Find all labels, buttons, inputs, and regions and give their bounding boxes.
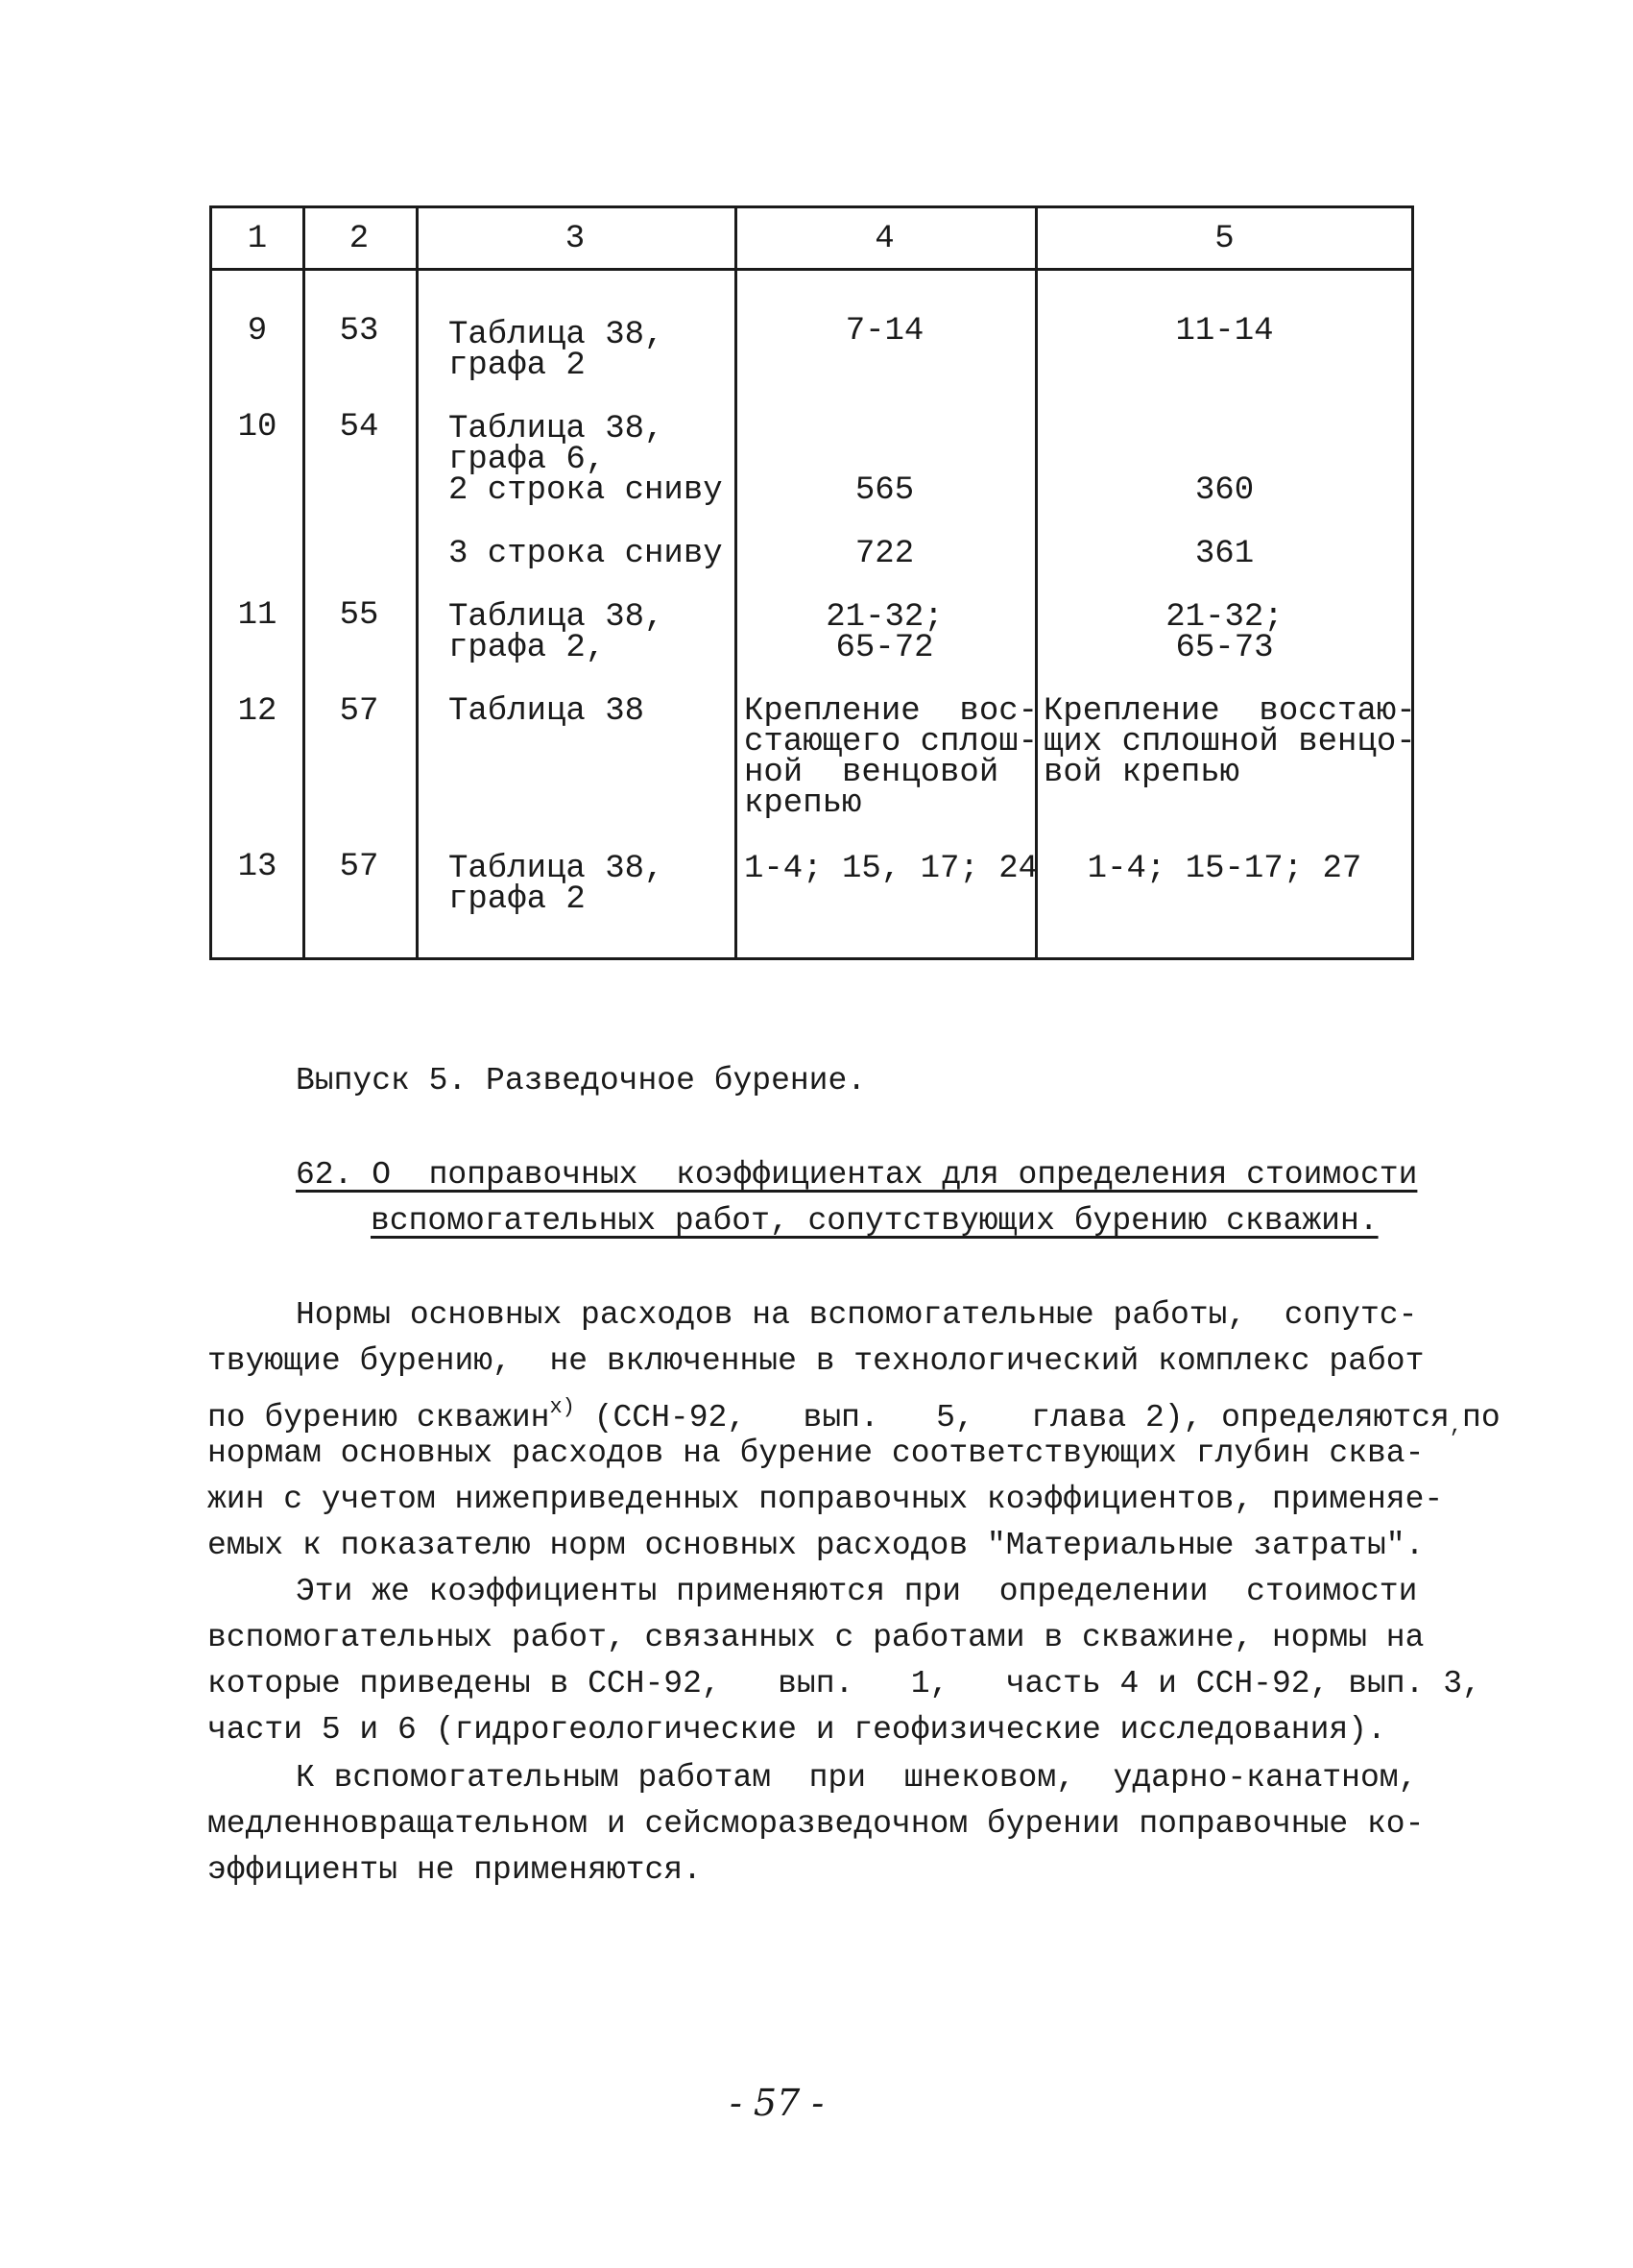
p2-line-2: вспомогательных работ, связанных с работами в скважине, нормы на: [207, 1620, 1425, 1655]
row-10-col-3-line2: графа 6,: [448, 442, 606, 478]
row-12-col-4-line2: стающего сплош-: [744, 724, 1039, 760]
row-10-col-5: 360: [1194, 472, 1255, 509]
header-col-4: 4: [875, 221, 895, 257]
row-12-col-4-line4: крепью: [744, 785, 862, 822]
row-10-col-1: 10: [237, 409, 277, 446]
row-13-col-4: 1-4; 15, 17; 24: [744, 851, 1039, 887]
row-12-col-4-line3: ной венцовой: [744, 755, 999, 791]
row-9-col-5: 11-14: [1175, 313, 1274, 350]
p1-line-3-b: (ССН-92, вып. 5, глава 2), определяются: [574, 1400, 1450, 1436]
header-col-1: 1: [247, 221, 268, 257]
row-11-col-5-line2: 65-73: [1175, 630, 1274, 666]
p1-line-5: жин с учетом нижеприведенных поправочных коэффициентов, применяе-: [207, 1482, 1444, 1517]
correction-table: [209, 205, 1414, 960]
p1-line-3-a: по бурению скважин: [207, 1400, 550, 1436]
col-divider: [416, 208, 419, 957]
p1-line-6: емых к показателю норм основных расходов "Материальные затраты".: [207, 1528, 1425, 1563]
row-10-col-3-line1: Таблица 38,: [448, 411, 664, 447]
row-12-col-2: 57: [339, 693, 379, 730]
row-12-col-5-line3: вой крепью: [1044, 755, 1240, 791]
p3-line-1: К вспомогательным работам при шнековом, ударно-канатном,: [296, 1760, 1418, 1796]
section-title: Выпуск 5. Разведочное бурение.: [296, 1063, 867, 1098]
p3-line-3: эффициенты не применяются.: [207, 1852, 702, 1888]
footnote-marker: x): [549, 1395, 575, 1419]
row-9-col-3-line2: графа 2: [448, 348, 586, 384]
row-10-col-2: 54: [339, 409, 379, 446]
row-13-col-3-line1: Таблица 38,: [448, 851, 664, 887]
row-12-col-1: 12: [237, 693, 277, 730]
p1-line-3-comma: ,: [1449, 1414, 1463, 1438]
row-12-col-5-line1: Крепление восстаю-: [1044, 693, 1416, 730]
row-12-col-3: Таблица 38: [448, 693, 645, 730]
heading-line-2: вспомогательных работ, сопутствующих бурению скважин.: [371, 1203, 1379, 1239]
p1-line-1: Нормы основных расходов на вспомогательные работы, сопутс-: [296, 1297, 1418, 1333]
row-10b-col-4: 722: [854, 536, 915, 572]
row-11-col-5-line1: 21-32;: [1165, 599, 1284, 636]
row-11-col-2: 55: [339, 597, 379, 634]
row-11-col-4-line2: 65-72: [835, 630, 934, 666]
p2-line-4: части 5 и 6 (гидрогеологические и геофизические исследования).: [207, 1712, 1386, 1748]
p1-line-4: нормам основных расходов на бурение соответствующих глубин сква-: [207, 1436, 1425, 1471]
row-10b-col-3: 3 строка сниву: [448, 536, 723, 572]
row-12-col-5-line2: щих сплошной венцо-: [1044, 724, 1416, 760]
row-9-col-2: 53: [339, 313, 379, 350]
row-11-col-3-line1: Таблица 38,: [448, 599, 664, 636]
row-9-col-4: 7-14: [845, 313, 925, 350]
row-11-col-3-line2: графа 2,: [448, 630, 606, 666]
header-col-3: 3: [564, 221, 586, 257]
row-12-col-4-line1: Крепление вос-: [744, 693, 1039, 730]
row-13-col-2: 57: [339, 849, 379, 885]
p2-line-3: которые приведены в ССН-92, вып. 1, часть 4 и ССН-92, вып. 3,: [207, 1666, 1481, 1701]
row-9-col-3-line1: Таблица 38,: [448, 317, 664, 353]
row-10-col-4: 565: [854, 472, 915, 509]
p2-line-1: Эти же коэффициенты применяются при определении стоимости: [296, 1574, 1418, 1609]
row-13-col-3-line2: графа 2: [448, 881, 586, 918]
row-10b-col-5: 361: [1194, 536, 1255, 572]
page-number: - 57 -: [730, 2082, 825, 2124]
header-col-2: 2: [348, 221, 370, 257]
row-11-col-4-line1: 21-32;: [826, 599, 944, 636]
heading-line-1: 62. О поправочных коэффициентах для определения стоимости: [296, 1157, 1418, 1193]
header-divider: [212, 268, 1411, 271]
row-10-col-3-line3: 2 строка сниву: [448, 472, 723, 509]
p1-line-2: твующие бурению, не включенные в технологический комплекс работ: [207, 1343, 1425, 1379]
p1-line-3-c: по: [1462, 1400, 1501, 1436]
row-11-col-1: 11: [237, 597, 277, 634]
row-13-col-1: 13: [237, 849, 277, 885]
header-col-5: 5: [1214, 221, 1235, 257]
p3-line-2: медленновращательном и сейсморазведочном бурении поправочные ко-: [207, 1806, 1425, 1842]
row-9-col-1: 9: [247, 313, 268, 350]
row-13-col-5: 1-4; 15-17; 27: [1087, 851, 1362, 887]
